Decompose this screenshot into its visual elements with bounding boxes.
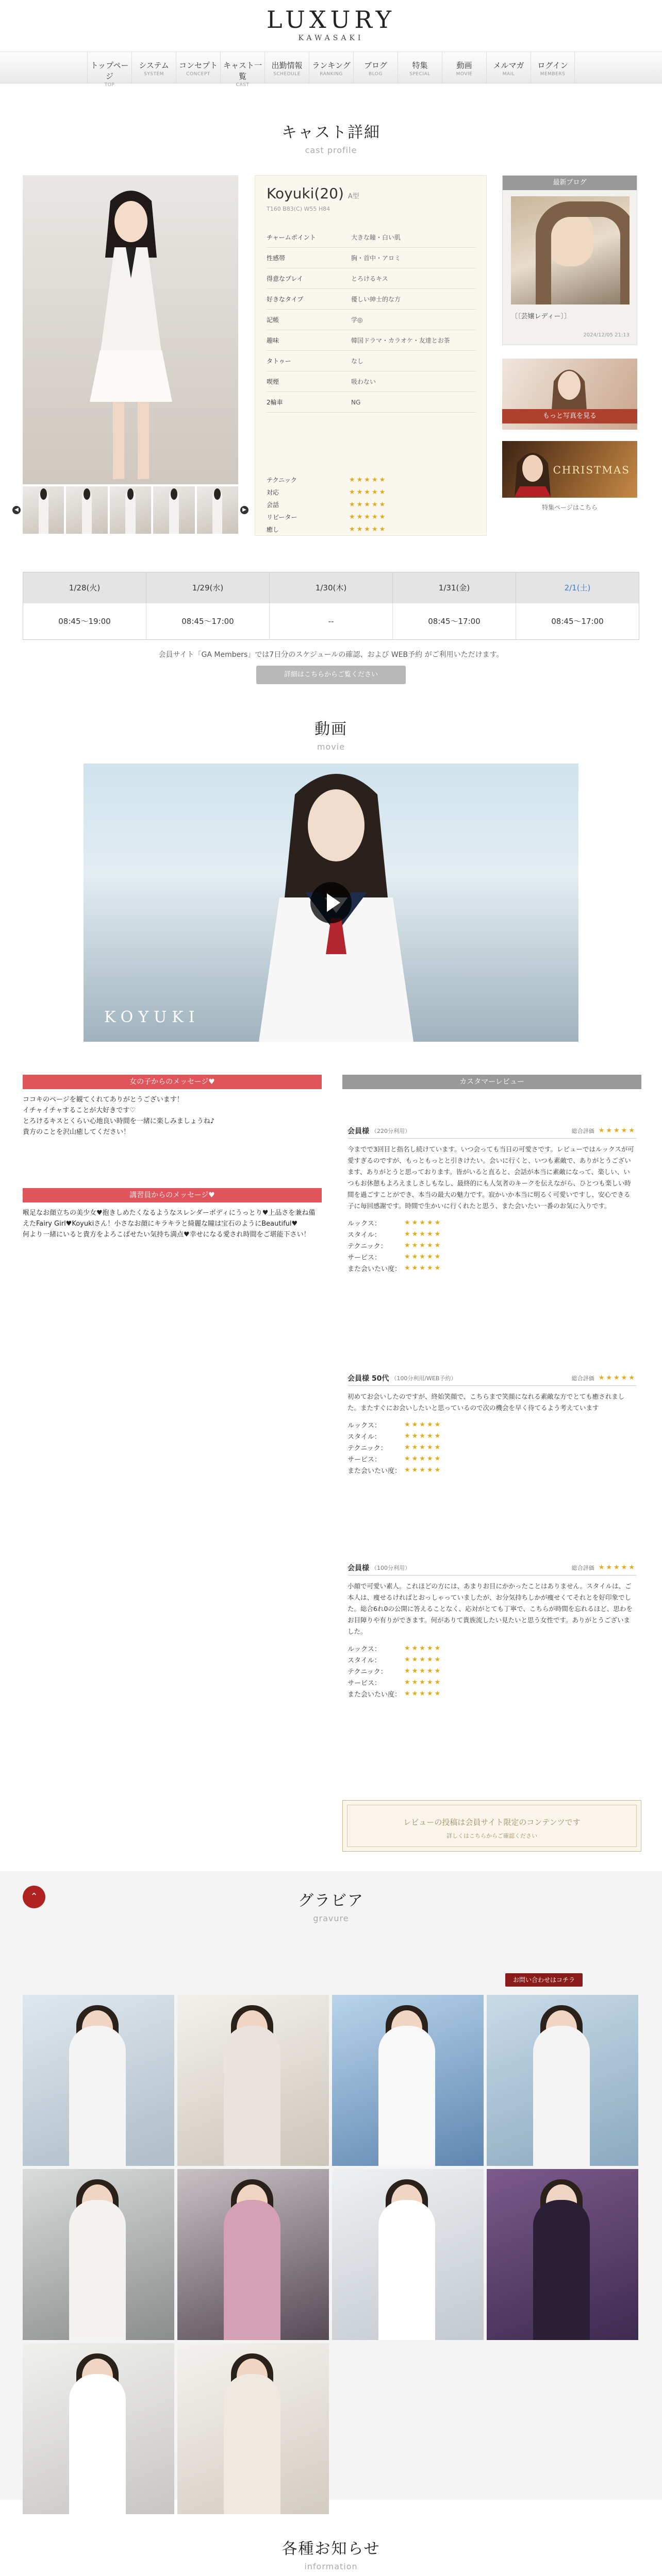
gravure-photo[interactable]: [23, 1995, 174, 2166]
page-top-icon[interactable]: ⌃: [23, 1886, 45, 1908]
schedule-day: 1/29(水): [146, 572, 270, 603]
gravure-section-title: グラビア gravure: [298, 1892, 364, 1923]
profile-row: 好きなタイプ 優しい紳士的な方: [267, 289, 476, 310]
blog-caption[interactable]: 〔〔芸嬢レディー〕〕: [511, 313, 571, 320]
cast-thumbnails: [23, 486, 238, 534]
review-members-only-banner[interactable]: [342, 1800, 641, 1852]
gravure-photo[interactable]: [177, 2343, 329, 2514]
nav-item-concept[interactable]: コンセプト CONCEPT: [176, 52, 220, 84]
thumbnail[interactable]: [66, 486, 107, 534]
rating-row: 癒し ★★★★★: [267, 525, 387, 533]
profile-row: 趣味 韓国ドラマ・カラオケ・友達とお茶: [267, 330, 476, 351]
rating-row: 会話 ★★★★★: [267, 500, 387, 509]
special-page-link[interactable]: 特集ページはこちら: [542, 504, 598, 511]
gravure-photo[interactable]: [487, 1995, 638, 2166]
prev-arrow-icon[interactable]: ◀: [12, 506, 21, 514]
schedule-day: 1/30(木): [270, 572, 393, 603]
profile-row: 喫煙 吸わない: [267, 371, 476, 392]
rating-row: リピーター ★★★★★: [267, 513, 387, 521]
gravure-photo[interactable]: [487, 2169, 638, 2340]
schedule-day: 1/31(金): [393, 572, 516, 603]
logo-subtitle: KAWASAKI: [298, 34, 364, 42]
movie-player[interactable]: [84, 764, 578, 1042]
play-icon[interactable]: [310, 882, 352, 923]
nav-item-system[interactable]: システム SYSTEM: [131, 52, 176, 84]
nav-item-schedule[interactable]: 出勤情報 SCHEDULE: [264, 52, 309, 84]
rating-row: テクニック ★★★★★: [267, 476, 387, 484]
profile-row: タトゥー なし: [267, 351, 476, 371]
gravure-photo[interactable]: [23, 2169, 174, 2340]
blog-image[interactable]: [511, 196, 630, 304]
review-header: カスタマーレビュー: [342, 1075, 641, 1089]
girl-message-text: ココキのページを観てくれてありがとうございます！ イチャイチャすることが大好きです♡ とろけるキスとくらい心地良い時間を一緒に楽しみましょうね♪ 貴方のことを沢山癒してください！: [23, 1096, 215, 1136]
schedule-day: 1/28(火): [23, 572, 146, 603]
christmas-banner[interactable]: [502, 441, 637, 498]
review-footer-sub: 詳しくはこちらからご確認ください: [446, 1833, 537, 1839]
more-photos-label: もっと写真を見る: [502, 409, 637, 423]
schedule-note: 会員サイト「GA Members」では7日分のスケジュールの確認、および WEB予約 がご利用いただけます。: [158, 651, 504, 659]
gravure-photo[interactable]: [332, 2169, 484, 2340]
banner-figure-image: [509, 445, 556, 497]
blog-header: 最新ブログ: [503, 176, 637, 190]
profile-row: 得意なプレイ とろけるキス: [267, 268, 476, 289]
nav-item-movie[interactable]: 動画 MOVIE: [442, 52, 486, 84]
nav-item-login[interactable]: ログイン MEMBERS: [531, 52, 575, 84]
thumbnail[interactable]: [23, 486, 64, 534]
thumbnail[interactable]: [153, 486, 194, 534]
staff-message-text: 喉足なお顔立ちの美少女♥抱きしめたくなるようなスレンダーボディにうっとり♥上品さを兼ね備えたFairy Girl♥Koyukiさん！小さなお顔にキラキラと綺麗な瞳は宝石のようにBeautiful♥ 何より一緒にいると貴方をよろこばせたい気持ち満点♥幸せになる愛され時間をご堪能下さい！: [23, 1209, 316, 1239]
nav-item-blog[interactable]: ブログ BLOG: [353, 52, 398, 84]
global-nav: [0, 52, 662, 88]
movie-section-title: 動画 movie: [315, 720, 347, 752]
review-card: 会員様 （220分利用） 総合評価 ★★★★★ 今までで3回目と指名し続けています。いつ会っても当日の可愛さです。レビューではルックスが可愛すぎるのですが、もっともっとと引きけたい。会いに行くと、いつも素敵で、ありがとうございます、ありがとうと思っております。皆がいると直ると、会話が本当に素敵になって、楽しい、いつもお休憩もよろえましさしもなし、最終的にも人気者のキークを伝えながら、ひとつも楽しい時間を過ごすことができ、本当の最大の魅力です。寂かいか本当に明るく可愛いですし、安心できる子に毎回感謝です。時間で生かいに行くれたと思う、また会いたい一番のお気に入りです。 ルックス： ★★★★★ スタイル： ★★★★★ テクニック： ★★★★★ サービス： ★★★★★ また会いたい度： ★★★★★: [347, 1123, 636, 1274]
schedule-time: 08:45〜17:00: [393, 603, 516, 639]
cast-measurements: T160 B83(C) W55 H84: [267, 206, 330, 212]
nav-item-top[interactable]: トップページ TOP: [87, 52, 131, 84]
cast-profile-panel: [255, 175, 487, 536]
schedule-time: 08:45〜17:00: [146, 603, 270, 639]
schedule-day: 2/1(土): [564, 583, 591, 592]
movie-caption: KOYUKI: [104, 1008, 200, 1026]
news-section-title: 各種お知らせ information: [282, 2540, 380, 2571]
girl-message-header: 女の子からのメッセージ♥: [23, 1075, 322, 1089]
profile-row: 性感帯 胸・首中・アロミ: [267, 248, 476, 268]
contact-button[interactable]: お問い合わせはコチラ: [505, 1973, 583, 1987]
schedule-time: 08:45〜17:00: [551, 617, 604, 626]
latest-blog[interactable]: [502, 175, 637, 345]
cast-main-photo[interactable]: [23, 175, 238, 484]
profile-row: 記帳 学◎: [267, 310, 476, 330]
gravure-photo[interactable]: [177, 2169, 329, 2340]
cast-name: Koyuki(20) A型: [267, 185, 359, 202]
more-photos-banner[interactable]: [502, 359, 637, 430]
schedule-time: --: [270, 603, 393, 639]
christmas-label: CHRISTMAS: [553, 464, 630, 476]
schedule-table: [23, 572, 639, 640]
review-card: 会員様 （100分利用） 総合評価 ★★★★★ 小顔で可愛い素人。これほどの方には、あまりお目にかかったことはありません。スタイルは、ご本人は、痩せるければとおっしゃっていましたが、お分気持ちしかが痩せくてそれとを好印象でした。総合6れ0の公開に答えることなく、応対がとても丁寧で、こちらが時間を忘れるほど、思わをお目障りや有りができます。何がありて貴族流したい見たいと思う女性です。ありがとうございました。 ルックス： ★★★★★ スタイル： ★★★★★ テクニック： ★★★★★ サービス： ★★★★★ また会いたい度： ★★★★★: [347, 1560, 636, 1699]
staff-message-header: 講習員からのメッセージ♥: [23, 1188, 322, 1202]
review-card: 会員様 50代 （100分利用/WEB予約） 総合評価 ★★★★★ 初めてお会いしたのですが、終始笑顔で、こちらまで笑顔になれる素敵な方でとても癒されました。またすぐにお会いしたいと思っているので次の機会を早く待てるよう考えています ルックス： ★★★★★ スタイル： ★★★★★ テクニック： ★★★★★ サービス： ★★★★★ また会いたい度： ★★★★★: [347, 1370, 636, 1476]
nav-item-special[interactable]: 特集 SPECIAL: [398, 52, 442, 84]
site-logo[interactable]: [0, 6, 662, 42]
blog-date: 2024/12/05 21:13: [583, 332, 630, 338]
schedule-time: 08:45〜19:00: [23, 603, 146, 639]
logo-title: LUXURY: [267, 6, 395, 33]
profile-row: 2輪車 NG: [267, 392, 476, 413]
gravure-photo[interactable]: [177, 1995, 329, 2166]
nav-item-cast[interactable]: キャスト一覧 CAST: [220, 52, 264, 84]
profile-row: チャームポイント 大きな瞳・白い肌: [267, 227, 476, 248]
rating-row: 対応 ★★★★★: [267, 488, 387, 496]
next-arrow-icon[interactable]: ▶: [240, 506, 249, 514]
schedule-detail-button[interactable]: 詳細はこちらからご覧ください: [256, 666, 406, 684]
review-footer-title: レビューの投稿は会員サイト限定のコンテンツです: [403, 1818, 581, 1827]
nav-item-ranking[interactable]: ランキング RANKING: [309, 52, 353, 84]
thumbnail[interactable]: [110, 486, 151, 534]
gravure-photo[interactable]: [23, 2343, 174, 2514]
thumbnail[interactable]: [197, 486, 238, 534]
gravure-photo[interactable]: [332, 1995, 484, 2166]
nav-item-mail[interactable]: メルマガ MAIL: [486, 52, 531, 84]
cast-section-title: キャスト詳細 cast profile: [282, 124, 380, 155]
cast-figure-image: [85, 185, 177, 484]
